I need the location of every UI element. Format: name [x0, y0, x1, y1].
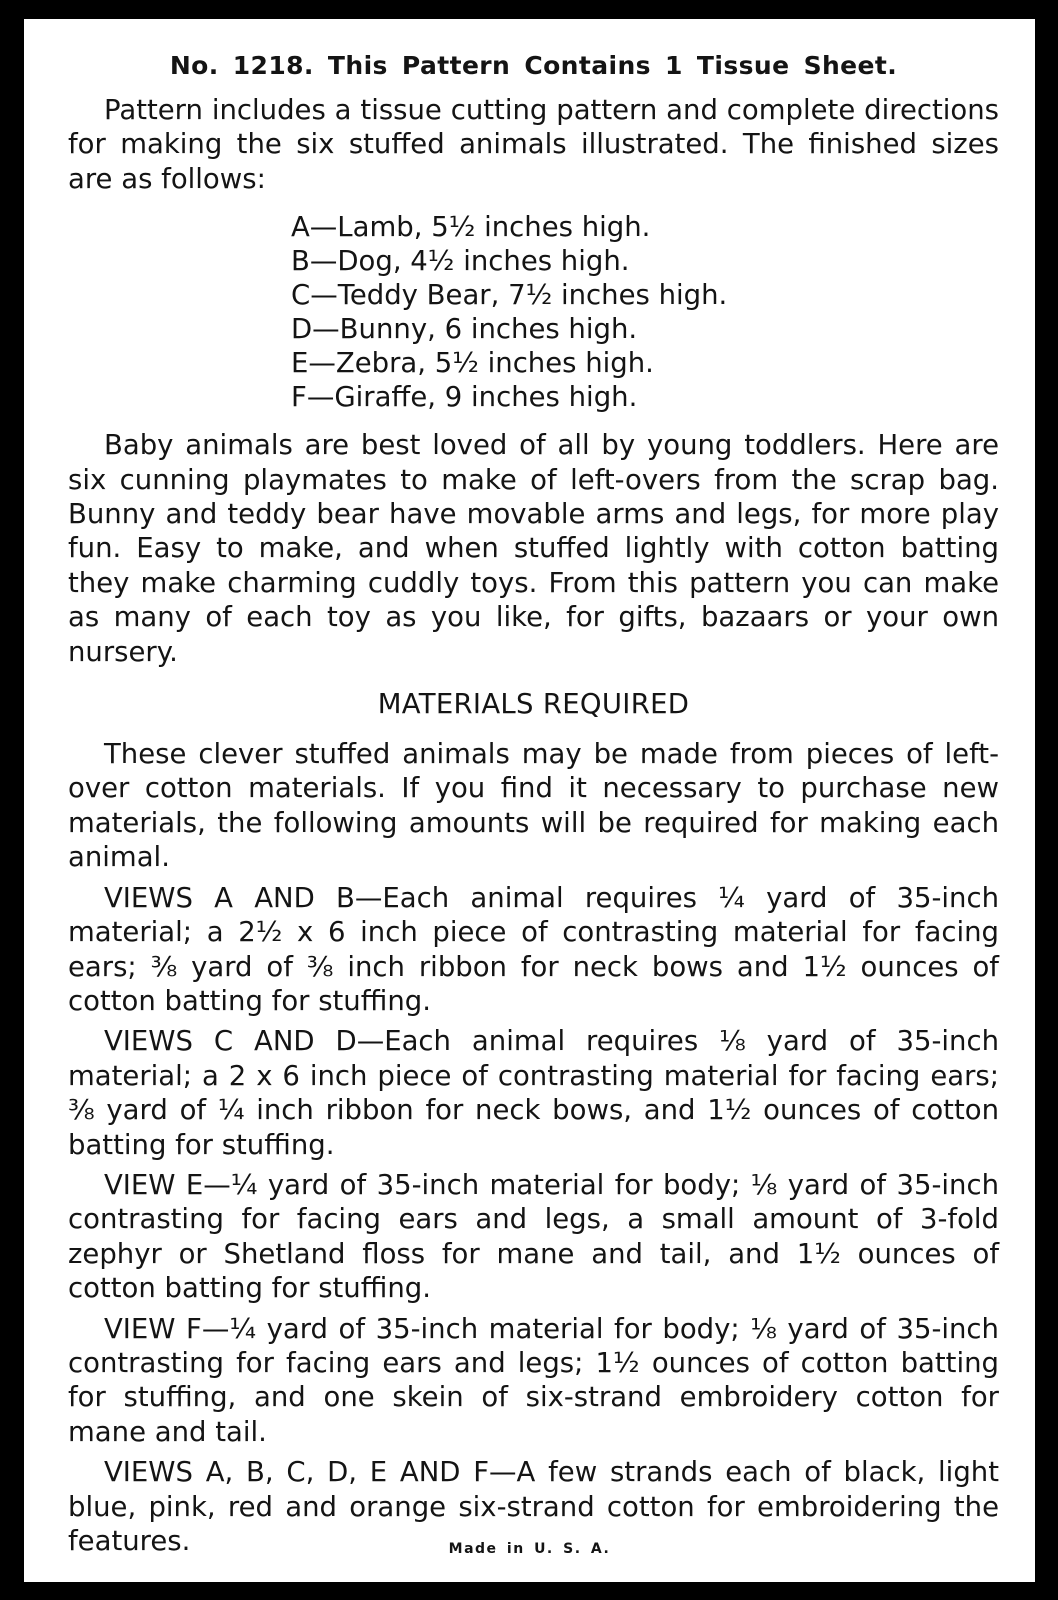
size-item-teddy-bear: C—Teddy Bear, 7½ inches high.: [291, 279, 728, 312]
view-f-paragraph: VIEW F—¼ yard of 35-inch material for body; ⅛ yard of 35-inch contrasting for facing ears and legs; 1½ ounces of cotton batting for stuffing, and one skein of six-strand embroidery cotton for mane and tail.: [68, 1312, 999, 1448]
size-item-giraffe: F—Giraffe, 9 inches high.: [291, 381, 638, 414]
sheet-content: [68, 49, 999, 1558]
pattern-title: No. 1218. This Pattern Contains 1 Tissue Sheet.: [169, 51, 898, 80]
views-all-paragraph: VIEWS A, B, C, D, E AND F—A few strands each of black, light blue, pink, red and orange six-strand cotton for embroidering the features.: [68, 1456, 999, 1557]
size-item-zebra: E—Zebra, 5½ inches high.: [291, 347, 654, 380]
pattern-sheet: [24, 19, 1035, 1582]
size-list: [291, 210, 999, 414]
materials-heading: MATERIALS REQUIRED: [377, 688, 690, 721]
size-item-lamb: A—Lamb, 5½ inches high.: [291, 211, 651, 244]
size-item-dog: B—Dog, 4½ inches high.: [291, 245, 630, 278]
view-e-paragraph: VIEW E—¼ yard of 35-inch material for body; ⅛ yard of 35-inch contrasting for facing ears and legs, a small amount of 3-fold zephyr or Shetland floss for mane and tail, and 1½ ounces of cotton batting for stuffing.: [68, 1168, 999, 1305]
made-in-usa-note: Made in U. S. A.: [448, 1541, 611, 1557]
description-paragraph: Baby animals are best loved of all by young toddlers. Here are six cunning playmates to make of left-overs from the scrap bag. Bunny and teddy bear have movable arms and legs, for more play fun. Easy to make, and when stuffed lightly with cotton batting they make charming cuddly toys. From this pattern you can make as many of each toy as you like, for gifts, bazaars or your own nursery.: [68, 429, 999, 668]
intro-paragraph: Pattern includes a tissue cutting pattern and complete directions for making the six stuffed animals illustrated. The finished sizes are as follows:: [68, 94, 999, 195]
views-a-b-paragraph: VIEWS A AND B—Each animal requires ¼ yard of 35-inch material; a 2½ x 6 inch piece of contrasting material for facing ears; ⅜ yard of ⅜ inch ribbon for neck bows and 1½ ounces of cotton batting for stuffing.: [68, 881, 999, 1017]
views-c-d-paragraph: VIEWS C AND D—Each animal requires ⅛ yard of 35-inch material; a 2 x 6 inch piece of contrasting material for facing ears; ⅜ yard of ¼ inch ribbon for neck bows, and 1½ ounces of cotton batting for stuffing.: [68, 1025, 999, 1161]
materials-intro-paragraph: These clever stuffed animals may be made from pieces of left-over cotton materials. If you find it necessary to purchase new materials, the following amounts will be required for making each animal.: [68, 738, 999, 874]
size-item-bunny: D—Bunny, 6 inches high.: [291, 313, 638, 346]
